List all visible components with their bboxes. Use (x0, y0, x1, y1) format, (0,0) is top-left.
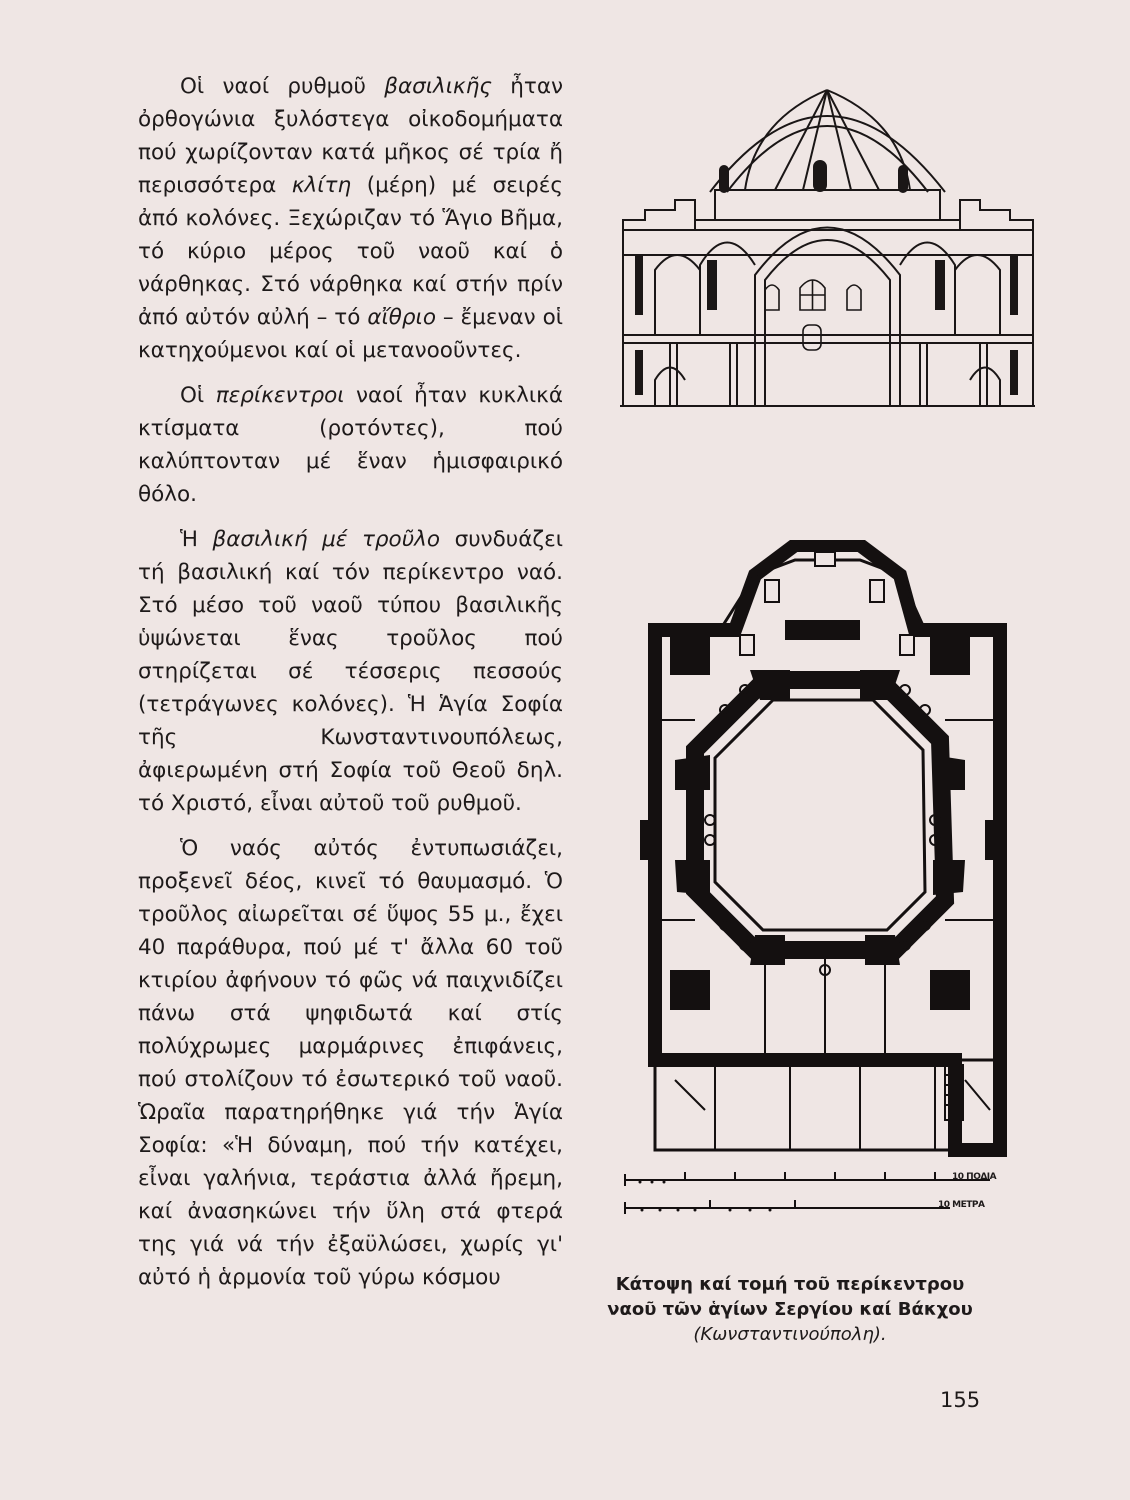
text-run: Ἡ (180, 527, 213, 552)
text-run: Οἱ ναοί ρυθμοῦ (180, 74, 385, 99)
paragraph (138, 523, 563, 820)
text-run: συνδυάζει τή βασιλική καί τόν περίκεντρο ναό. Στό μέσο τοῦ ναοῦ τύπου βασιλικῆς ὑψώνεται ἕνας τροῦλος πού στηρίζεται σέ τέσσερις πεσσούς (τετράγωνες κολόνες). Ἡ Ἁγία Σοφία τῆς Κωνσταντινουπόλεως, ἀφιερωμένη στή Σοφία τοῦ Θεοῦ δηλ. τό Χριστό, εἶναι αὐτοῦ τοῦ ρυθμοῦ. (138, 527, 563, 816)
italic-term: βασιλικῆς (384, 74, 492, 99)
italic-term: περίκεντροι (215, 383, 345, 408)
caption-line-3: (Κωνσταντινούπολη). (693, 1324, 887, 1345)
italic-term: κλίτη (291, 173, 352, 198)
scale-label-bottom: 10 ΜΕΤΡΑ (938, 1200, 985, 1210)
section-elevation-svg (615, 80, 1040, 410)
text-run: ναοί ἦταν κυκλικά κτίσματα (ροτόντες), πού καλύπτονταν μέ ἕναν ἡμισφαιρικό θόλο. (138, 383, 563, 507)
text-run: – ἔμεναν οἱ κατηχούμενοι καί οἱ μετανοοῦντες. (138, 305, 563, 363)
scale-label-top: 10 ΠΟΔΙΑ (952, 1172, 997, 1182)
body-text (138, 70, 563, 1306)
figure-caption (590, 1272, 990, 1347)
section-drawing (615, 80, 1040, 410)
text-run: Ὁ ναός αὐτός ἐντυπωσιάζει, προξενεῖ δέος, κινεῖ τό θαυμασμό. Ὁ τροῦλος αἰωρεῖται σέ ὕψος 55 μ., ἔχει 40 παράθυρα, πού μέ τ' ἄλλα 60 τοῦ κτιρίου ἀφήνουν τό φῶς νά παιχνιδίζει πάνω στά ψηφιδωτά καί στίς πολύχρωμες μαρμάρινες ἐπιφάνεις, πού στολίζουν τό ἐσωτερικό τοῦ ναοῦ. Ὡραῖα παρατηρήθηκε γιά τήν Ἁγία Σοφία: «Ἡ δύναμη, πού τήν κατέχει, εἶναι γαλήνια, τεράστια ἀλλά ἤρεμη, καί ἀνασηκώνει τήν ὕλη στά φτερά της γιά νά τήν ἐξαϋλώσει, χωρίς γι' αὐτό ἡ ἁρμονία τοῦ γύρω κόσμου (138, 836, 563, 1290)
page-number: 155 (940, 1388, 981, 1412)
floor-plan-drawing (615, 540, 1025, 1160)
paragraph (138, 70, 563, 367)
floor-plan-svg (615, 540, 1025, 1160)
text-run: (μέρη) μέ σειρές ἀπό κολόνες. Ξεχώριζαν τό Ἅγιο Βῆμα, τό κύριο μέρος τοῦ ναοῦ καί ὁ νάρθηκας. Στό νάρθηκα καί στήν πρίν ἀπό αὐτόν αὐλή – τό (138, 173, 563, 330)
scale-bar-svg (620, 1160, 1020, 1220)
italic-term: βασιλική μέ τροῦλο (212, 527, 441, 552)
caption-line-2: ναοῦ τῶν ἁγίων Σεργίου καί Βάκχου (607, 1299, 973, 1320)
paragraph (138, 832, 563, 1294)
paragraph (138, 379, 563, 511)
scale-bars (620, 1160, 1020, 1230)
text-run: ἦταν ὀρθογώνια ξυλόστεγα οἰκοδομήματα πού χωρίζονταν κατά μῆκος σέ τρία ἤ περισσότερα (138, 74, 564, 198)
text-run: Οἱ (180, 383, 216, 408)
italic-term: αἴθριο (367, 305, 436, 330)
caption-line-1: Κάτοψη καί τομή τοῦ περίκεντρου (615, 1274, 965, 1295)
